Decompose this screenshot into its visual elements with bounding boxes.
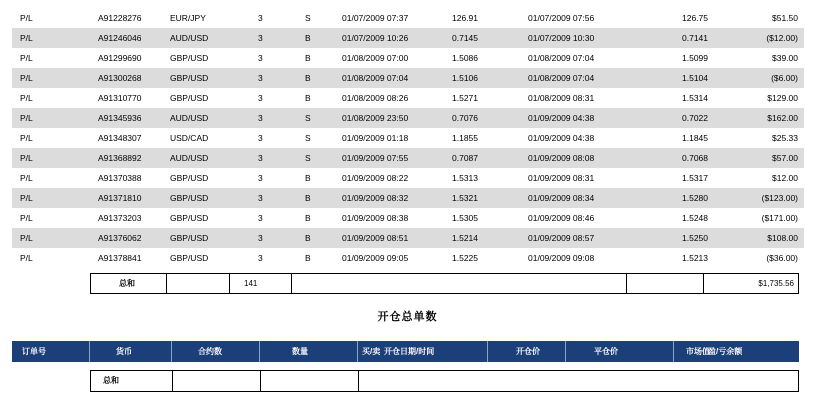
row-symbol: AUD/USD <box>170 33 209 43</box>
table-row <box>12 88 804 108</box>
open-totals-empty-cell <box>261 371 359 391</box>
row-open-price: 1.5106 <box>452 73 478 83</box>
row-ticket: A91299690 <box>98 53 142 63</box>
column-header: 市场值 <box>686 347 710 356</box>
table-row <box>12 28 804 48</box>
row-close-price: 126.75 <box>682 13 708 23</box>
row-ticket: A91373203 <box>98 213 142 223</box>
row-ticket: A91310770 <box>98 93 142 103</box>
row-open-time: 01/09/2009 08:51 <box>342 233 409 243</box>
row-open-time: 01/09/2009 08:22 <box>342 173 409 183</box>
row-type: P/L <box>20 193 33 203</box>
row-side: S <box>305 133 311 143</box>
row-symbol: GBP/USD <box>170 213 209 223</box>
row-close-time: 01/08/2009 08:31 <box>528 93 595 103</box>
row-open-price: 1.5214 <box>452 233 478 243</box>
open-positions-totals-row <box>90 370 799 392</box>
row-pl: $162.00 <box>767 113 798 123</box>
row-type: P/L <box>20 93 33 103</box>
totals-lots: 141 <box>230 274 292 293</box>
row-side: B <box>305 53 311 63</box>
row-side: B <box>305 173 311 183</box>
row-side: S <box>305 113 311 123</box>
row-side: B <box>305 73 311 83</box>
totals-empty-cell <box>292 274 627 293</box>
column-header: 开仓价 <box>488 341 566 362</box>
table-row <box>12 208 804 228</box>
row-ticket: A91300268 <box>98 73 142 83</box>
row-pl: $57.00 <box>772 153 798 163</box>
row-type: P/L <box>20 153 33 163</box>
row-type: P/L <box>20 133 33 143</box>
row-lots: 3 <box>258 213 263 223</box>
totals-pl: $1,735.56 <box>758 279 794 288</box>
table-row <box>12 168 804 188</box>
row-open-price: 0.7076 <box>452 113 478 123</box>
row-lots: 3 <box>258 93 263 103</box>
row-side: B <box>305 93 311 103</box>
closed-trades-totals-row <box>90 273 799 294</box>
row-symbol: GBP/USD <box>170 193 209 203</box>
row-close-time: 01/09/2009 08:57 <box>528 233 595 243</box>
row-symbol: GBP/USD <box>170 173 209 183</box>
row-ticket: A91246046 <box>98 33 142 43</box>
totals-label: 总和 <box>91 274 167 293</box>
row-open-price: 1.5225 <box>452 253 478 263</box>
row-pl: ($12.00) <box>766 33 798 43</box>
table-row <box>12 108 804 128</box>
row-close-time: 01/09/2009 08:08 <box>528 153 595 163</box>
row-pl: ($36.00) <box>766 253 798 263</box>
row-lots: 3 <box>258 13 263 23</box>
row-side: S <box>305 153 311 163</box>
row-pl: $108.00 <box>767 233 798 243</box>
row-side: S <box>305 13 311 23</box>
row-open-price: 1.5313 <box>452 173 478 183</box>
row-ticket: A91368892 <box>98 153 142 163</box>
row-open-time: 01/08/2009 23:50 <box>342 113 409 123</box>
row-open-price: 1.5086 <box>452 53 478 63</box>
row-type: P/L <box>20 33 33 43</box>
row-pl: $39.00 <box>772 53 798 63</box>
row-type: P/L <box>20 53 33 63</box>
row-ticket: A91348307 <box>98 133 142 143</box>
row-pl: ($6.00) <box>771 73 798 83</box>
row-symbol: GBP/USD <box>170 253 209 263</box>
row-close-time: 01/08/2009 07:04 <box>528 73 595 83</box>
row-close-time: 01/07/2009 07:56 <box>528 13 595 23</box>
open-positions-title: 开仓总单数 <box>377 311 438 323</box>
row-open-price: 1.5321 <box>452 193 478 203</box>
row-open-time: 01/09/2009 01:18 <box>342 133 409 143</box>
row-side: B <box>305 213 311 223</box>
row-pl: $51.50 <box>772 13 798 23</box>
row-pl: $129.00 <box>767 93 798 103</box>
column-header: 数量 <box>260 341 358 362</box>
row-type: P/L <box>20 113 33 123</box>
table-row <box>12 48 804 68</box>
row-close-time: 01/09/2009 08:31 <box>528 173 595 183</box>
row-symbol: EUR/JPY <box>170 13 206 23</box>
totals-empty-cell <box>167 274 230 293</box>
row-lots: 3 <box>258 233 263 243</box>
open-totals-empty-cell <box>359 371 798 391</box>
row-close-price: 1.5248 <box>682 213 708 223</box>
row-side: B <box>305 33 311 43</box>
row-open-time: 01/09/2009 07:55 <box>342 153 409 163</box>
row-open-time: 01/08/2009 08:26 <box>342 93 409 103</box>
column-header: 盈/亏余额 <box>708 347 743 356</box>
row-close-price: 1.5250 <box>682 233 708 243</box>
row-open-time: 01/08/2009 07:00 <box>342 53 409 63</box>
row-lots: 3 <box>258 113 263 123</box>
column-header: 买/卖 <box>362 347 381 356</box>
row-close-time: 01/09/2009 09:08 <box>528 253 595 263</box>
row-ticket: A91345936 <box>98 113 142 123</box>
row-side: B <box>305 253 311 263</box>
row-open-price: 1.1855 <box>452 133 478 143</box>
row-close-price: 0.7141 <box>682 33 708 43</box>
column-header: 订单号 <box>12 341 90 362</box>
row-pl: $25.33 <box>772 133 798 143</box>
row-type: P/L <box>20 173 33 183</box>
table-row <box>12 228 804 248</box>
row-close-price: 1.5213 <box>682 253 708 263</box>
row-lots: 3 <box>258 173 263 183</box>
row-symbol: GBP/USD <box>170 233 209 243</box>
row-close-time: 01/08/2009 07:04 <box>528 53 595 63</box>
table-row <box>12 128 804 148</box>
row-symbol: GBP/USD <box>170 53 209 63</box>
row-ticket: A91378841 <box>98 253 142 263</box>
row-close-time: 01/09/2009 04:38 <box>528 113 595 123</box>
open-positions-header <box>12 341 799 362</box>
row-close-price: 1.5099 <box>682 53 708 63</box>
table-row <box>12 188 804 208</box>
open-totals-label: 总和 <box>91 371 173 391</box>
table-row <box>12 8 804 28</box>
closed-trades-list <box>12 8 804 268</box>
row-close-time: 01/09/2009 04:38 <box>528 133 595 143</box>
row-lots: 3 <box>258 133 263 143</box>
row-lots: 3 <box>258 53 263 63</box>
row-open-time: 01/07/2009 10:26 <box>342 33 409 43</box>
row-close-price: 0.7022 <box>682 113 708 123</box>
row-close-price: 1.5317 <box>682 173 708 183</box>
row-close-price: 1.5314 <box>682 93 708 103</box>
row-close-price: 1.5280 <box>682 193 708 203</box>
row-symbol: AUD/USD <box>170 113 209 123</box>
row-close-price: 1.1845 <box>682 133 708 143</box>
row-close-time: 01/09/2009 08:34 <box>528 193 595 203</box>
row-open-price: 0.7145 <box>452 33 478 43</box>
row-ticket: A91370388 <box>98 173 142 183</box>
row-lots: 3 <box>258 193 263 203</box>
row-type: P/L <box>20 233 33 243</box>
row-close-price: 0.7068 <box>682 153 708 163</box>
row-lots: 3 <box>258 253 263 263</box>
row-lots: 3 <box>258 33 263 43</box>
row-side: B <box>305 193 311 203</box>
row-ticket: A91376062 <box>98 233 142 243</box>
row-close-price: 1.5104 <box>682 73 708 83</box>
row-ticket: A91228276 <box>98 13 142 23</box>
row-type: P/L <box>20 253 33 263</box>
totals-empty-cell <box>627 274 704 293</box>
row-pl: ($171.00) <box>761 213 798 223</box>
table-row <box>12 148 804 168</box>
column-header: 合约数 <box>172 341 260 362</box>
row-open-price: 1.5271 <box>452 93 478 103</box>
row-close-time: 01/09/2009 08:46 <box>528 213 595 223</box>
row-lots: 3 <box>258 153 263 163</box>
row-ticket: A91371810 <box>98 193 142 203</box>
row-type: P/L <box>20 73 33 83</box>
row-open-time: 01/08/2009 07:04 <box>342 73 409 83</box>
row-open-time: 01/09/2009 08:32 <box>342 193 409 203</box>
row-type: P/L <box>20 13 33 23</box>
table-row <box>12 68 804 88</box>
table-row <box>12 248 804 268</box>
row-close-time: 01/07/2009 10:30 <box>528 33 595 43</box>
row-symbol: GBP/USD <box>170 93 209 103</box>
row-open-time: 01/07/2009 07:37 <box>342 13 409 23</box>
row-lots: 3 <box>258 73 263 83</box>
row-symbol: GBP/USD <box>170 73 209 83</box>
row-side: B <box>305 233 311 243</box>
column-header: 货币 <box>90 341 172 362</box>
row-open-price: 1.5305 <box>452 213 478 223</box>
row-symbol: USD/CAD <box>170 133 209 143</box>
column-header: 开仓日期/时间 <box>380 341 488 362</box>
row-open-time: 01/09/2009 08:38 <box>342 213 409 223</box>
row-pl: $12.00 <box>772 173 798 183</box>
column-header: 平仓价 <box>566 341 674 362</box>
row-open-price: 0.7087 <box>452 153 478 163</box>
row-open-price: 126.91 <box>452 13 478 23</box>
row-symbol: AUD/USD <box>170 153 209 163</box>
row-type: P/L <box>20 213 33 223</box>
open-totals-empty-cell <box>173 371 261 391</box>
row-pl: ($123.00) <box>761 193 798 203</box>
row-open-time: 01/09/2009 09:05 <box>342 253 409 263</box>
